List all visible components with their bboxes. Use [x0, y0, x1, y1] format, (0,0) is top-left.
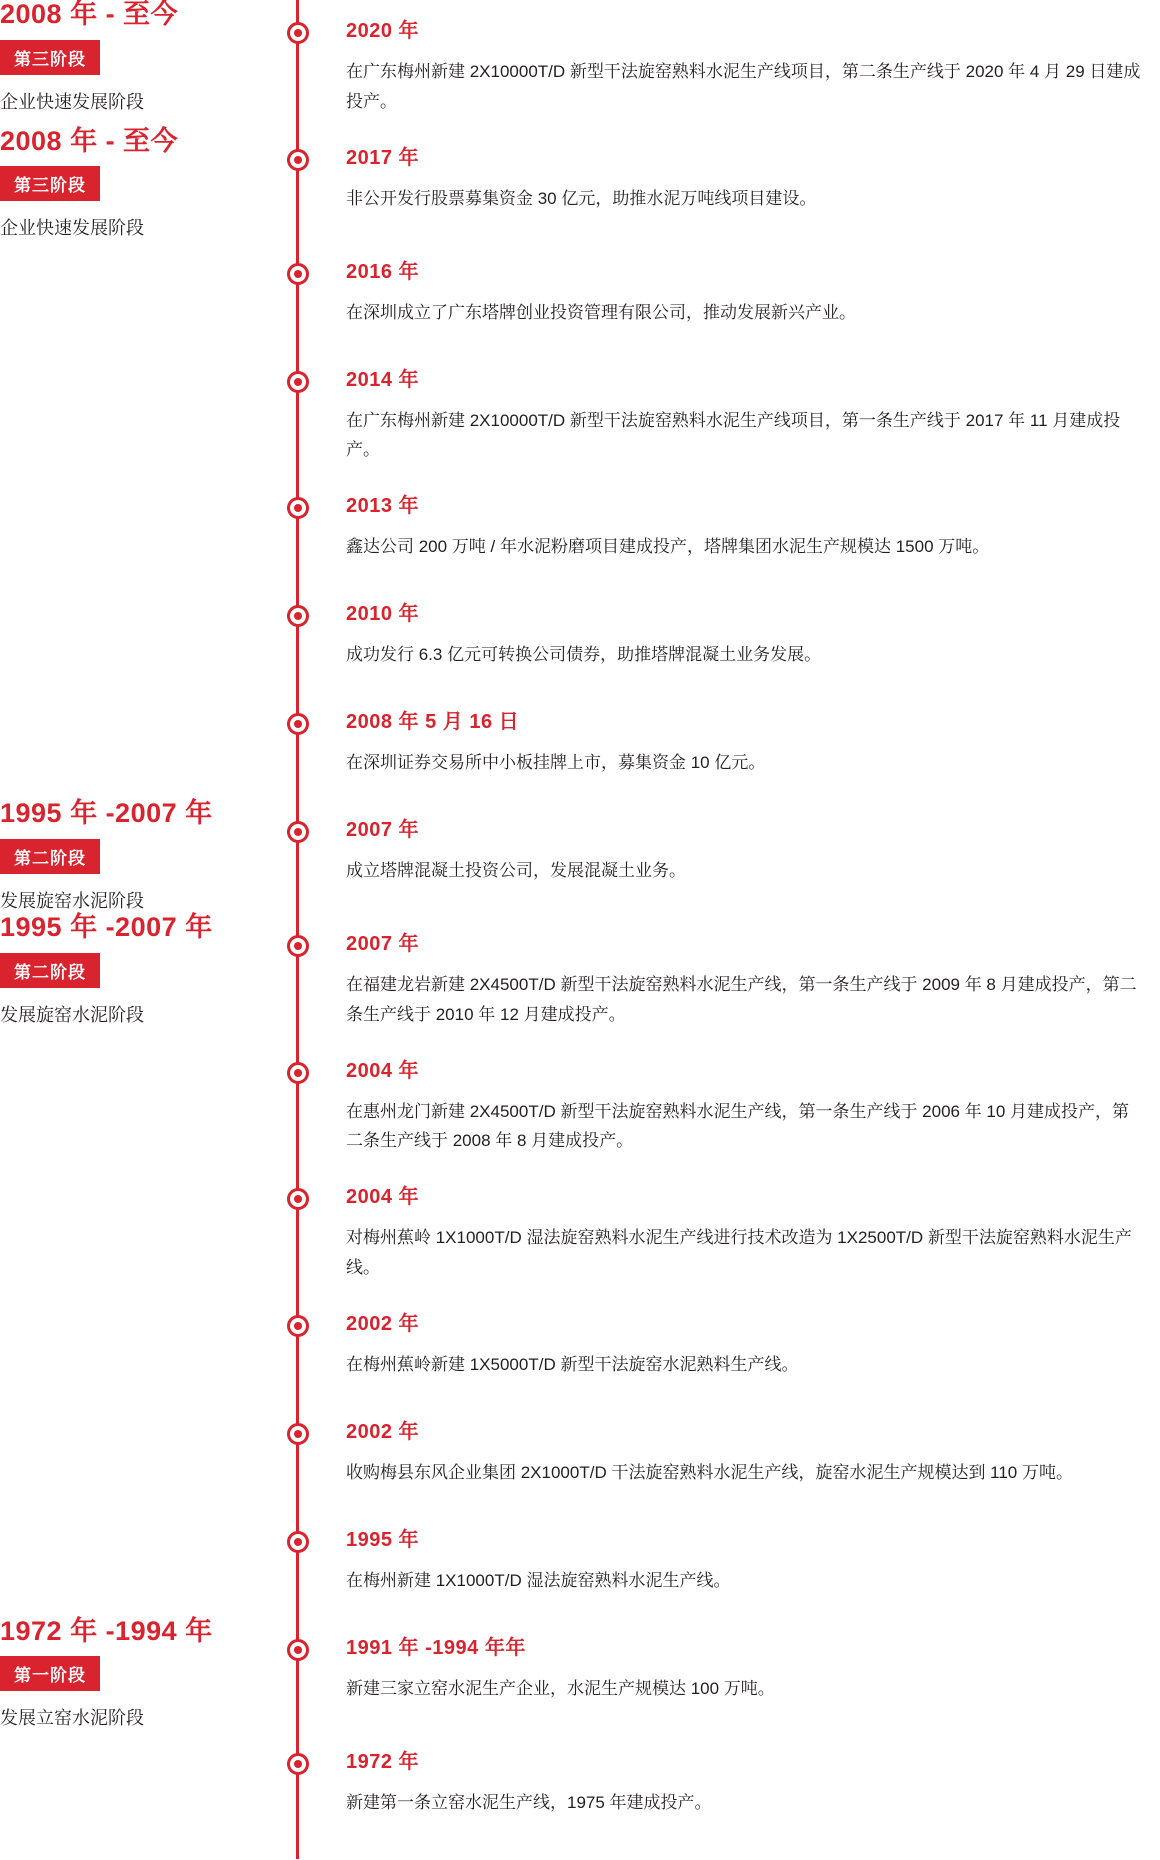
- event-description: 在广东梅州新建 2X10000T/D 新型干法旋窑熟料水泥生产线项目，第一条生产线于 2017 年 11 月建成投产。: [346, 410, 1121, 460]
- event-year: 1991 年 -1994 年年: [346, 1636, 526, 1659]
- timeline-row: [0, 691, 1160, 799]
- event-description: 收购梅县东风企业集团 2X1000T/D 干法旋窑熟料水泥生产线，旋窑水泥生产规模达到 110 万吨。: [346, 1462, 1073, 1482]
- event-description: 成功发行 6.3 亿元可转换公司债券，助推塔牌混凝土业务发展。: [346, 645, 822, 665]
- timeline-dot-icon: [287, 821, 309, 843]
- timeline-dot-icon: [287, 22, 309, 44]
- timeline-row: [0, 583, 1160, 691]
- timeline-dot-icon: [287, 1315, 309, 1337]
- event-description: 非公开发行股票募集资金 30 亿元，助推水泥万吨线项目建设。: [346, 188, 817, 208]
- timeline-marker-column: [250, 241, 346, 285]
- phase-column: [0, 127, 250, 241]
- timeline-event: [346, 913, 1160, 1040]
- event-description: 在梅州新建 1X1000T/D 湿法旋窑熟料水泥生产线。: [346, 1570, 731, 1590]
- phase-title: 1995 年 -2007 年: [0, 912, 213, 943]
- timeline-event: [346, 1166, 1160, 1293]
- phase-badge: 第二阶段: [0, 953, 100, 988]
- timeline-marker-column: [250, 1401, 346, 1445]
- phase-badge: 第二阶段: [0, 839, 100, 874]
- timeline-marker-column: [250, 1166, 346, 1210]
- phase-badge: 第一阶段: [0, 1656, 100, 1691]
- timeline-dot-icon: [287, 497, 309, 519]
- timeline-dot-icon: [287, 1062, 309, 1084]
- timeline-event: [346, 1509, 1160, 1606]
- timeline-event: [346, 475, 1160, 572]
- timeline-row: [0, 799, 1160, 913]
- timeline-event: [346, 691, 1160, 788]
- event-description: 成立塔牌混凝土投资公司，发展混凝土业务。: [346, 861, 686, 881]
- timeline-dot-icon: [287, 149, 309, 171]
- timeline-marker-column: [250, 799, 346, 843]
- timeline-row: [0, 1509, 1160, 1617]
- phase-subtitle: 发展立窑水泥阶段: [0, 1708, 144, 1729]
- phase-title: 1972 年 -1994 年: [0, 1615, 213, 1646]
- timeline-dot-icon: [287, 1188, 309, 1210]
- event-year: 2004 年: [346, 1186, 420, 1209]
- phase-title: 2008 年 - 至今: [0, 0, 179, 29]
- phase-title: 1995 年 -2007 年: [0, 798, 213, 829]
- event-year: 2002 年: [346, 1420, 420, 1443]
- timeline-dot-icon: [287, 605, 309, 627]
- timeline-marker-column: [250, 583, 346, 627]
- event-year: 2017 年: [346, 146, 420, 169]
- timeline-event: [346, 583, 1160, 680]
- timeline-row: [0, 241, 1160, 349]
- phase-column: [0, 0, 250, 114]
- event-description: 在深圳成立了广东塔牌创业投资管理有限公司，推动发展新兴产业。: [346, 302, 856, 322]
- timeline-marker-column: [250, 1293, 346, 1337]
- phase-subtitle: 发展旋窑水泥阶段: [0, 890, 144, 911]
- event-description: 在福建龙岩新建 2X4500T/D 新型干法旋窑熟料水泥生产线，第一条生产线于 2009 年 8 月建成投产，第二条生产线于 2010 年 12 月建成投产。: [346, 975, 1137, 1024]
- event-description: 在深圳证券交易所中小板挂牌上市，募集资金 10 亿元。: [346, 753, 766, 773]
- timeline-marker-column: [250, 913, 346, 957]
- event-year: 2020 年: [346, 20, 420, 42]
- event-description: 鑫达公司 200 万吨 / 年水泥粉磨项目建成投产，塔牌集团水泥生产规模达 1500 万吨。: [346, 537, 990, 557]
- timeline-event: [346, 241, 1160, 338]
- timeline-dot-icon: [287, 1639, 309, 1661]
- phase-column: [0, 799, 250, 913]
- timeline-dot-icon: [287, 713, 309, 735]
- timeline-event: [346, 349, 1160, 476]
- timeline-event: [346, 1040, 1160, 1167]
- phase-badge: 第三阶段: [0, 166, 100, 201]
- timeline-row: [0, 0, 1160, 127]
- timeline-marker-column: [250, 1509, 346, 1553]
- event-year: 2002 年: [346, 1312, 420, 1335]
- event-year: 2004 年: [346, 1059, 420, 1082]
- event-year: 2008 年 5 月 16 日: [346, 711, 520, 734]
- event-year: 1995 年: [346, 1528, 420, 1551]
- timeline-row: [0, 1166, 1160, 1293]
- timeline-event: [346, 0, 1160, 127]
- timeline-row: [0, 1040, 1160, 1167]
- timeline-event: [346, 799, 1160, 896]
- timeline-event: [346, 127, 1160, 224]
- event-year: 2010 年: [346, 603, 420, 626]
- timeline-event: [346, 1617, 1160, 1714]
- event-description: 在惠州龙门新建 2X4500T/D 新型干法旋窑熟料水泥生产线，第一条生产线于 2006 年 10 月建成投产，第二条生产线于 2008 年 8 月建成投产。: [346, 1101, 1130, 1151]
- phase-title: 2008 年 - 至今: [0, 125, 179, 156]
- timeline-row: [0, 349, 1160, 476]
- event-year: 2014 年: [346, 368, 420, 391]
- timeline-marker-column: [250, 0, 346, 44]
- timeline-row: [0, 1731, 1160, 1839]
- timeline-row: [0, 127, 1160, 241]
- event-description: 新建三家立窑水泥生产企业，水泥生产规模达 100 万吨。: [346, 1678, 775, 1698]
- timeline-row: [0, 1401, 1160, 1509]
- event-year: 2016 年: [346, 260, 420, 283]
- event-description: 对梅州蕉岭 1X1000T/D 湿法旋窑熟料水泥生产线进行技术改造为 1X2500T/D 新型干法旋窑熟料水泥生产线。: [346, 1228, 1132, 1277]
- timeline-dot-icon: [287, 935, 309, 957]
- timeline-dot-icon: [287, 263, 309, 285]
- phase-badge: 第三阶段: [0, 40, 100, 75]
- timeline-marker-column: [250, 475, 346, 519]
- timeline-dot-icon: [287, 371, 309, 393]
- timeline-event: [346, 1293, 1160, 1390]
- timeline-marker-column: [250, 691, 346, 735]
- phase-subtitle: 企业快速发展阶段: [0, 91, 144, 112]
- phase-column: [0, 913, 250, 1027]
- phase-subtitle: 企业快速发展阶段: [0, 218, 144, 239]
- timeline-marker-column: [250, 1040, 346, 1084]
- event-year: 2007 年: [346, 933, 420, 956]
- timeline-marker-column: [250, 127, 346, 171]
- timeline-row: [0, 1617, 1160, 1731]
- timeline-event: [346, 1731, 1160, 1828]
- timeline-marker-column: [250, 1617, 346, 1661]
- timeline-row: [0, 475, 1160, 583]
- event-description: 在梅州蕉岭新建 1X5000T/D 新型干法旋窑水泥熟料生产线。: [346, 1354, 799, 1374]
- timeline-dot-icon: [287, 1423, 309, 1445]
- event-description: 新建第一条立窑水泥生产线，1975 年建成投产。: [346, 1792, 712, 1812]
- phase-subtitle: 发展旋窑水泥阶段: [0, 1004, 144, 1025]
- event-year: 2007 年: [346, 819, 420, 842]
- event-description: 在广东梅州新建 2X10000T/D 新型干法旋窑熟料水泥生产线项目，第二条生产线于 2020 年 4 月 29 日建成投产。: [346, 62, 1141, 111]
- event-year: 1972 年: [346, 1750, 420, 1773]
- timeline-marker-column: [250, 349, 346, 393]
- timeline-row: [0, 913, 1160, 1040]
- timeline-event: [346, 1401, 1160, 1498]
- event-year: 2013 年: [346, 495, 420, 518]
- timeline-marker-column: [250, 1731, 346, 1775]
- timeline-dot-icon: [287, 1531, 309, 1553]
- phase-column: [0, 1617, 250, 1731]
- timeline-dot-icon: [287, 1753, 309, 1775]
- timeline-row: [0, 1293, 1160, 1401]
